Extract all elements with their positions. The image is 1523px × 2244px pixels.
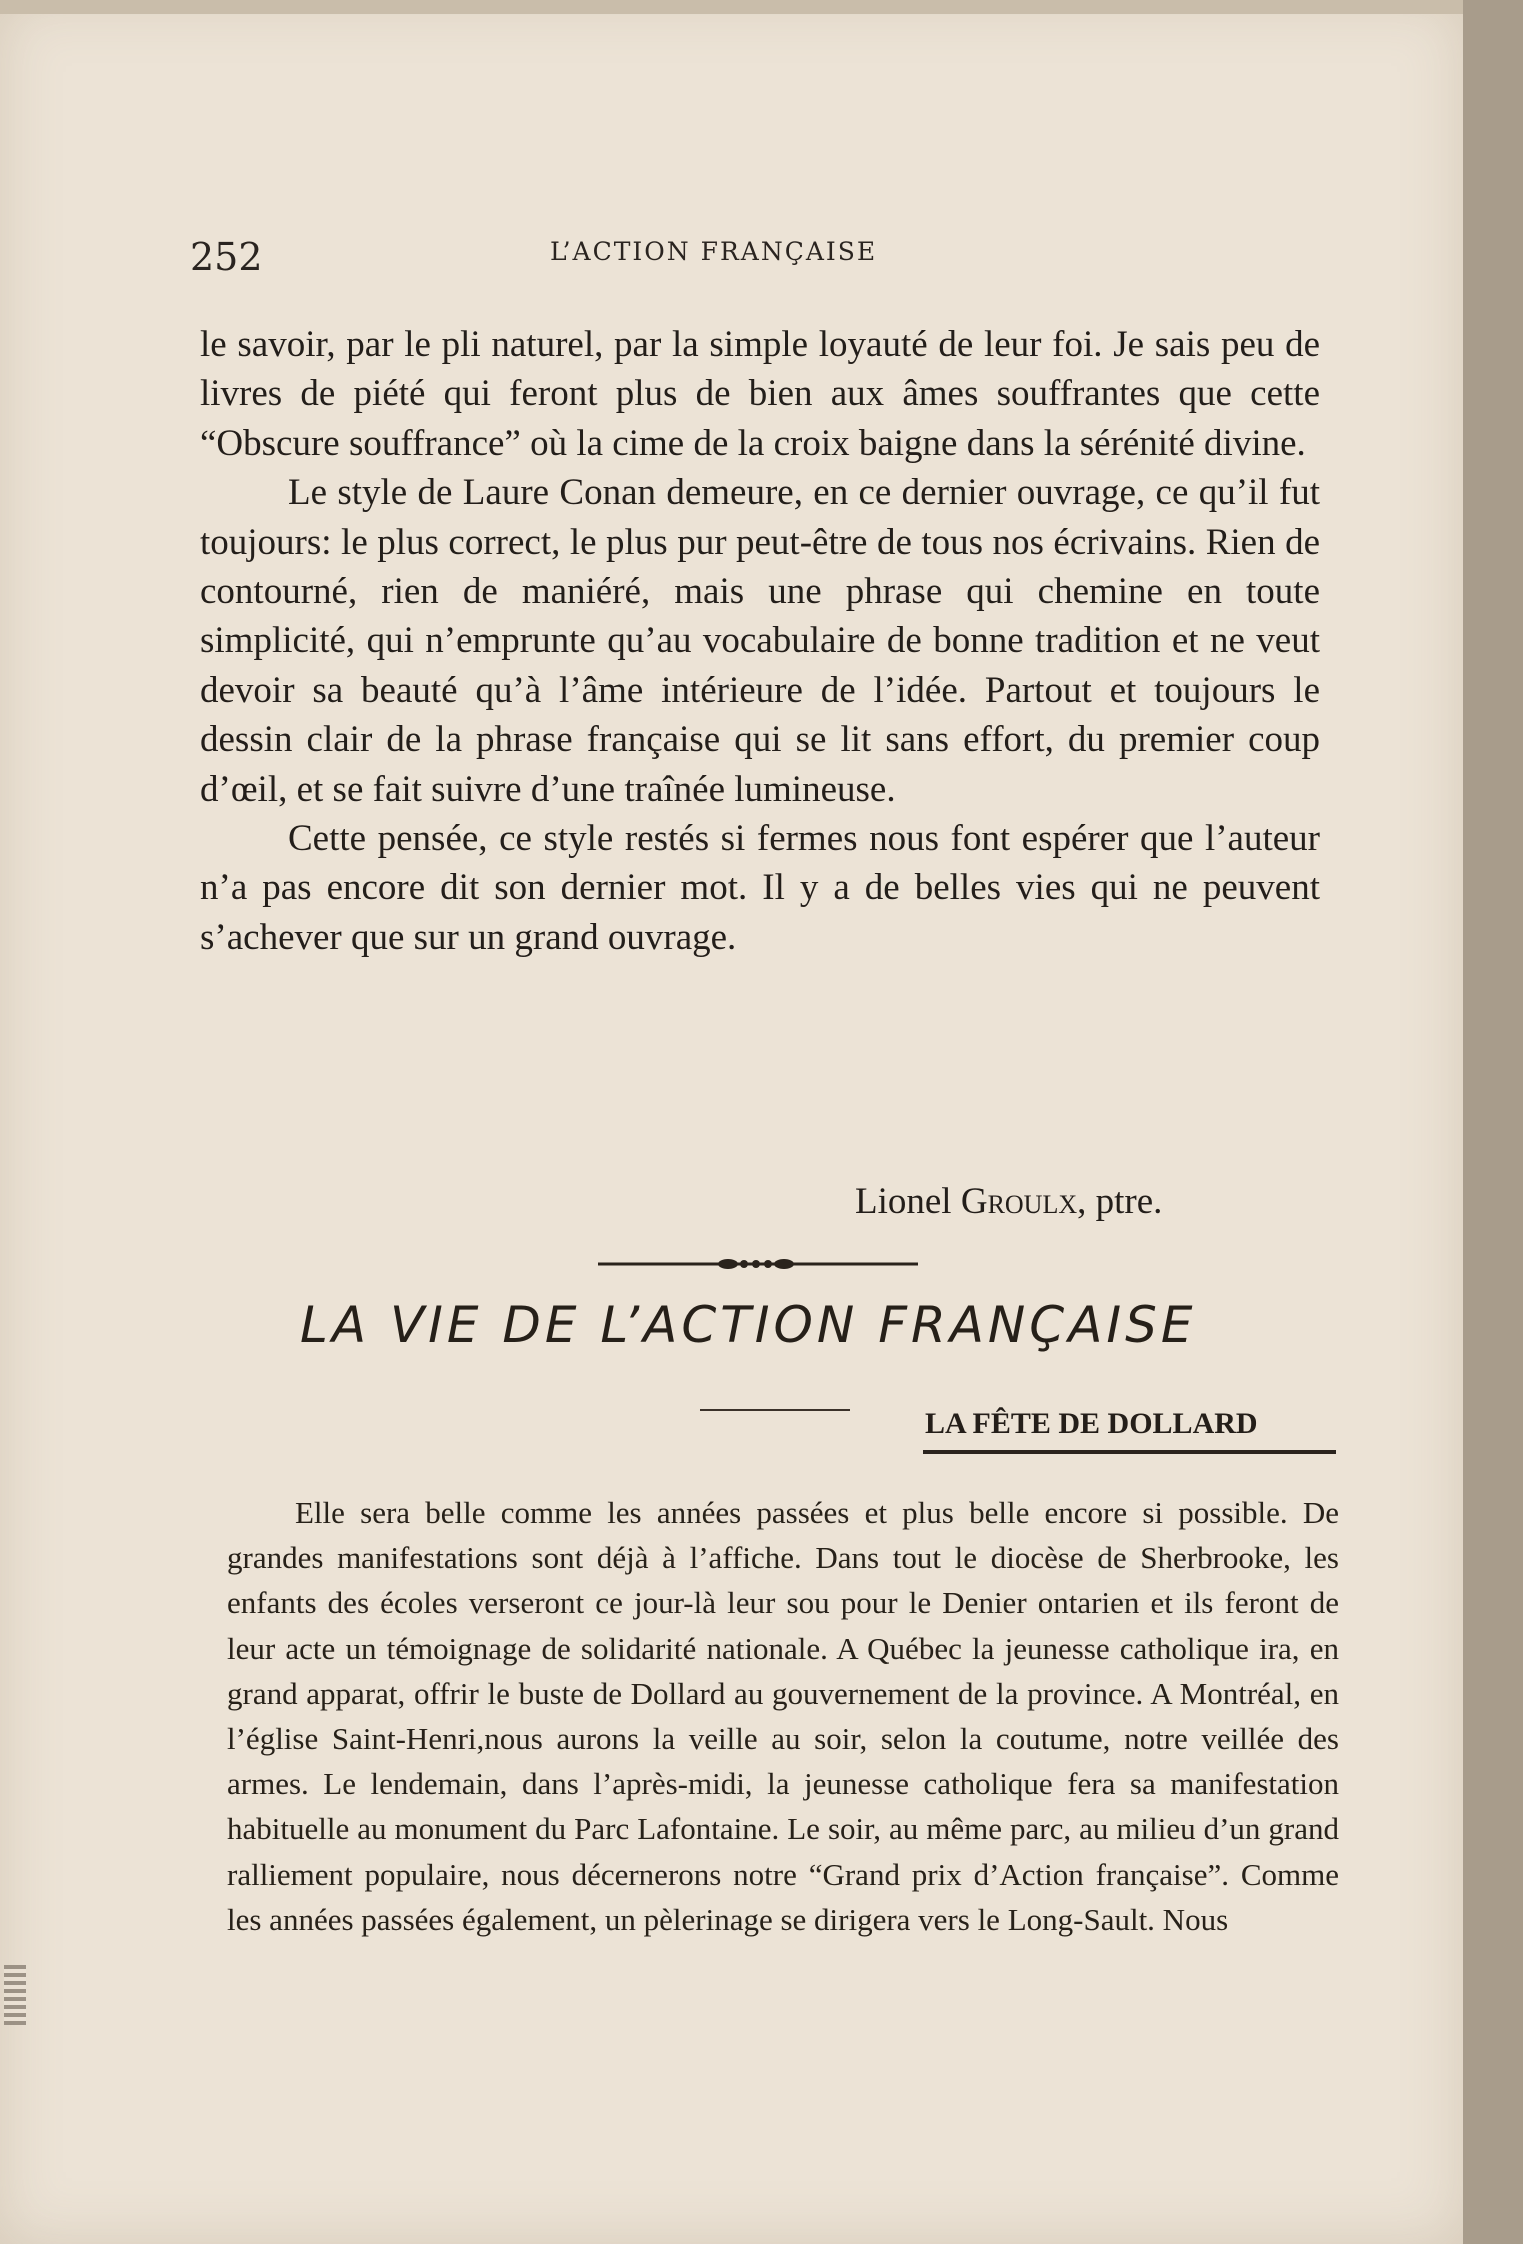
- signature-first-name: Lionel: [855, 1181, 952, 1222]
- essay-body: [200, 320, 1320, 962]
- essay-paragraph-2: Le style de Laure Conan demeure, en ce dernier ouvrage, ce qu’il fut toujours: le plus correct, le plus pur peut-être de tous nos écrivains. Rien de contourné, rien de maniéré, mais une phrase qui chemine en toute simplicité, qui n’emprunte qu’au vocabulaire de bonne tradition et ne veut devoir sa beauté qu’à l’âme intérieure de l’idée. Partout et toujours le dessin clair de la phrase française qui se lit sans effort, du premier coup d’œil, et se fait suivre d’une traînée lumineuse.: [200, 472, 1320, 810]
- ornament-divider: [598, 1254, 918, 1274]
- short-rule: [700, 1409, 850, 1411]
- page-number: 252: [190, 235, 263, 279]
- subsection-underline: [923, 1450, 1336, 1454]
- signature-last-name: Groulx: [960, 1181, 1078, 1222]
- section-paragraph: Elle sera belle comme les années passées et plus belle encore si possible. De grandes manifestations sont déjà à l’affiche. Dans tout le diocèse de Sherbrooke, les enfants des écoles verseront ce jour-là leur sou pour le Denier ontarien et ils feront de leur acte un témoignage de solidarité nationale. A Québec la jeunesse catholique ira, en grand apparat, offrir le buste de Dollard au gouvernement de la province. A Montréal, en l’église Saint-Henri,nous aurons la veille au soir, selon la coutume, notre veillée des armes. Le lendemain, dans l’après-midi, la jeunesse catholique fera sa manifestation habituelle au monument du Parc Lafontaine. Le soir, au même parc, au milieu d’un grand ralliement populaire, nous décernerons notre “Grand prix d’Action française”. Comme les années passées également, un pèlerinage se dirigera vers le Long-Sault. Nous: [227, 1495, 1339, 1937]
- subsection-title: LA FÊTE DE DOLLARD: [925, 1407, 1258, 1440]
- essay-paragraph-3: Cette pensée, ce style restés si fermes nous font espérer que l’auteur n’a pas encore dit son dernier mot. Il y a de belles vies qui ne peuvent s’achever que sur un grand ouvrage.: [200, 818, 1320, 958]
- page-edge-shadow: [1463, 0, 1523, 2244]
- page-header: [190, 225, 1340, 279]
- author-signature: [855, 1180, 1162, 1223]
- page-top-edge: [0, 0, 1463, 14]
- section-title: LA VIE DE L’ACTION FRANÇAISE: [300, 1296, 1197, 1354]
- section-body: [227, 1490, 1339, 1942]
- running-head: L’ACTION FRANÇAISE: [550, 237, 878, 266]
- signature-suffix: , ptre.: [1077, 1181, 1163, 1222]
- essay-paragraph-1: le savoir, par le pli naturel, par la simple loyauté de leur foi. Je sais peu de livres de piété qui feront plus de bien aux âmes souffrantes que cette “Obscure souffrance” où la cime de la croix baigne dans la sérénité divine.: [200, 324, 1320, 464]
- binding-mark: [4, 1965, 26, 2025]
